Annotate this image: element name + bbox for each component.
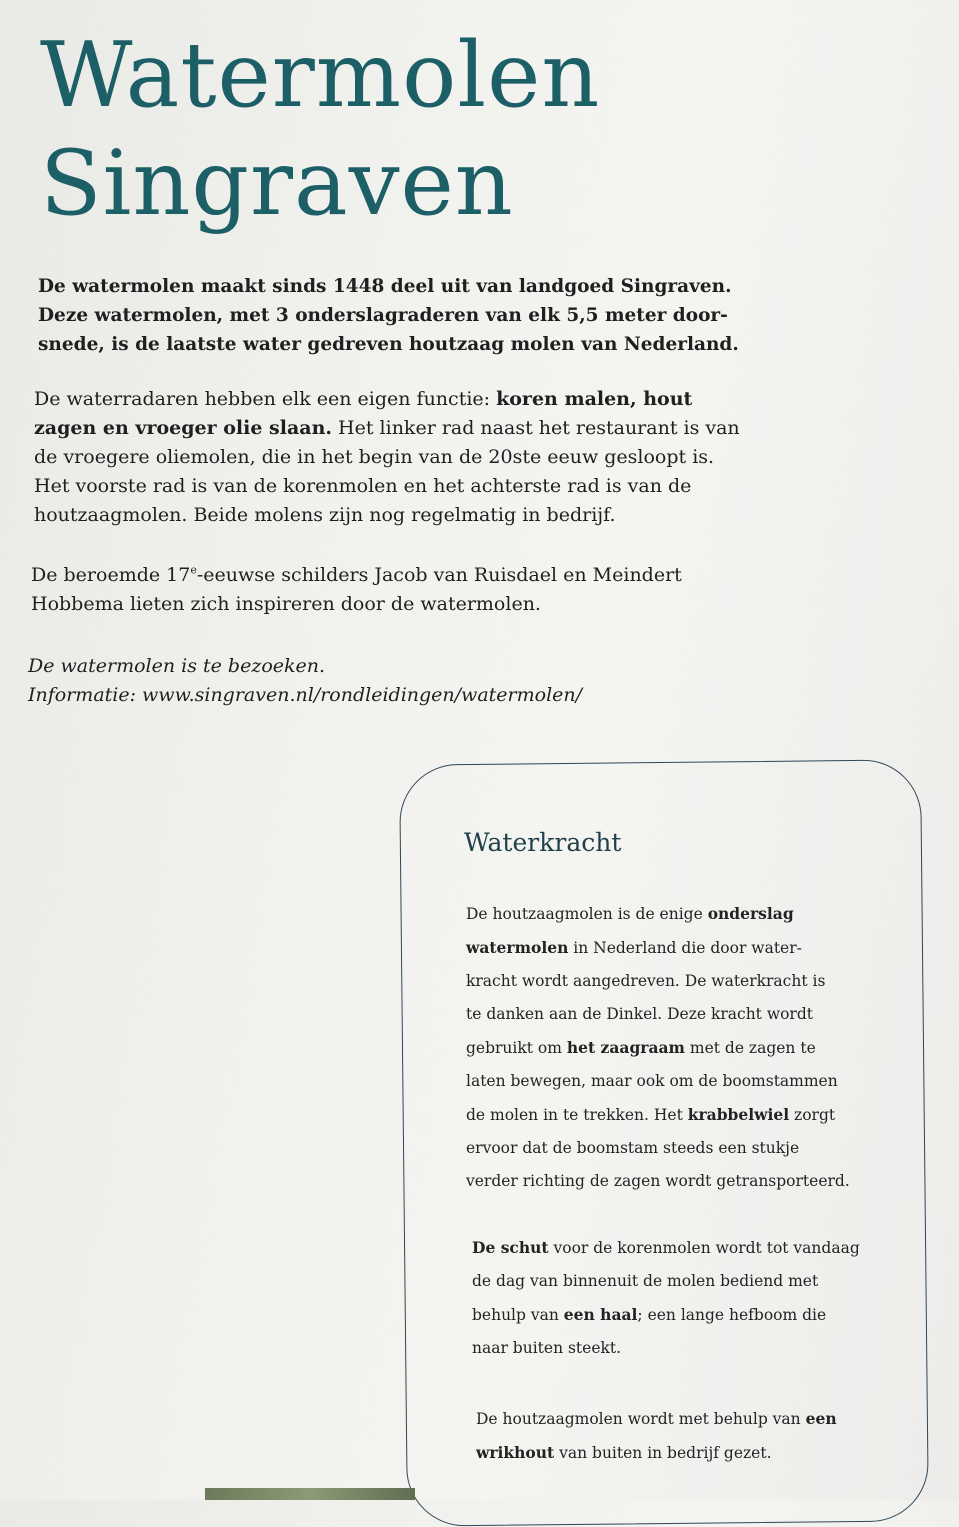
box-line	[466, 897, 906, 931]
info-box-paragraph-3	[476, 1402, 916, 1470]
functions-paragraph	[34, 385, 754, 530]
intro-line: De watermolen maakt sinds 1448 deel uit van landgoed Singraven.	[38, 276, 732, 297]
info-box-paragraph-2	[472, 1231, 912, 1365]
box-line	[466, 931, 906, 965]
visit-info	[28, 652, 748, 710]
title-line-2: Singraven	[40, 131, 514, 236]
box-emphasis: een	[805, 1409, 837, 1428]
box-text: ; een lange hefboom die	[637, 1306, 827, 1324]
box-line: verder richting de zagen wordt getransporteerd.	[466, 1172, 850, 1190]
box-emphasis: De schut	[472, 1238, 549, 1257]
box-emphasis: onderslag	[707, 904, 794, 923]
painters-text: De beroemde 17	[31, 564, 191, 586]
box-text: gebruikt om	[466, 1039, 567, 1057]
functions-line-1	[34, 385, 754, 414]
box-line	[472, 1298, 912, 1332]
functions-text: De waterradaren hebben elk een eigen functie:	[34, 388, 497, 410]
painters-paragraph	[31, 561, 751, 619]
box-line: naar buiten steekt.	[472, 1339, 622, 1357]
box-text: zorgt	[789, 1106, 836, 1124]
box-line: ervoor dat de boomstam steeds een stukje	[466, 1139, 800, 1157]
info-box-paragraph-1	[466, 897, 906, 1198]
box-emphasis: watermolen	[466, 938, 569, 957]
title-line-1: Watermolen	[40, 23, 601, 128]
box-line	[472, 1231, 912, 1265]
box-emphasis: het zaagraam	[566, 1038, 685, 1057]
painters-line-1	[31, 561, 751, 590]
box-line	[466, 1031, 906, 1065]
box-emphasis: een haal	[563, 1305, 638, 1324]
box-text: De houtzaagmolen is de enige	[466, 905, 708, 923]
box-text: voor de korenmolen wordt tot vandaag	[548, 1239, 860, 1257]
box-text: de molen in te trekken. Het	[466, 1106, 688, 1124]
box-emphasis: wrikhout	[476, 1443, 555, 1462]
intro-line: Deze watermolen, met 3 onderslagraderen van elk 5,5 meter door-	[38, 305, 728, 326]
box-line: laten bewegen, maar ook om de boomstammen	[466, 1072, 838, 1090]
functions-text: Het linker rad naast het restaurant is van	[332, 417, 740, 439]
page-title	[40, 22, 600, 238]
box-line	[476, 1436, 916, 1470]
functions-emphasis: koren malen, hout	[496, 388, 693, 410]
box-text: in Nederland die door water-	[568, 939, 802, 957]
box-text: De houtzaagmolen wordt met behulp van	[476, 1410, 806, 1428]
visit-line: De watermolen is te bezoeken.	[28, 655, 326, 677]
box-line	[476, 1402, 916, 1436]
box-line: te danken aan de Dinkel. Deze kracht wordt	[466, 1005, 813, 1023]
info-box-title: Waterkracht	[464, 828, 622, 857]
box-line	[466, 1098, 906, 1132]
box-text: met de zagen te	[684, 1039, 816, 1057]
functions-line-5: houtzaagmolen. Beide molens zijn nog regelmatig in bedrijf.	[34, 504, 616, 526]
intro-line: snede, is de laatste water gedreven houtzaag molen van Nederland.	[38, 334, 739, 355]
visit-url-line: Informatie: www.singraven.nl/rondleidingen/watermolen/	[28, 684, 583, 706]
functions-emphasis: zagen en vroeger olie slaan.	[34, 417, 333, 439]
box-text: behulp van	[472, 1306, 564, 1324]
century-superscript: e	[190, 563, 197, 577]
functions-line-3: de vroegere oliemolen, die in het begin van de 20ste eeuw gesloopt is.	[34, 446, 715, 468]
box-text: van buiten in bedrijf gezet.	[554, 1444, 772, 1462]
box-line: de dag van binnenuit de molen bediend met	[472, 1272, 819, 1290]
box-emphasis: krabbelwiel	[687, 1105, 790, 1124]
intro-paragraph	[38, 272, 738, 359]
box-line: kracht wordt aangedreven. De waterkracht is	[466, 972, 826, 990]
functions-line-2	[34, 414, 754, 443]
functions-line-4: Het voorste rad is van de korenmolen en het achterste rad is van de	[34, 475, 692, 497]
background-foliage-strip	[205, 1488, 415, 1500]
painters-text: -eeuwse schilders Jacob van Ruisdael en Meindert	[196, 564, 682, 586]
painters-line-2: Hobbema lieten zich inspireren door de watermolen.	[31, 593, 541, 615]
